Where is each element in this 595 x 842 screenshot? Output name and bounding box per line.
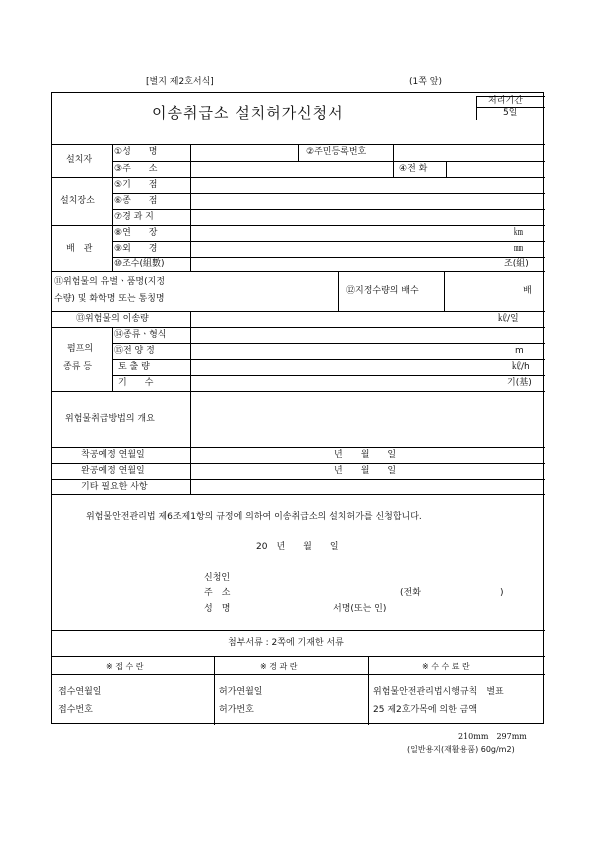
installer-group-label: 설치자: [66, 155, 93, 165]
page-side: (1쪽 앞): [409, 77, 442, 87]
application-form: [51, 92, 544, 724]
form-number: [별지 제2호서식]: [146, 77, 214, 87]
receipt-date-label: 접수연월일: [58, 687, 102, 697]
pump-head-label: ⑮전 양 정: [114, 346, 155, 356]
application-date: 20 년 월 일: [256, 542, 339, 552]
sets-unit: 조(組): [504, 259, 529, 269]
phone-label: ④전 화: [399, 164, 428, 174]
applicant-phone-label: (전화: [400, 588, 421, 598]
processing-period-label: 처리기간: [488, 96, 523, 106]
quantity-ratio-label: ⑫지정수량의 배수: [346, 286, 419, 296]
fee-text-line2: 25 제2호가목에 의한 금액: [373, 705, 478, 715]
other-matters-label: 기타 필요한 사항: [81, 482, 148, 492]
completion-label: 완공예정 연월일: [81, 466, 145, 476]
form-title: 이송취급소 설치허가신청서: [152, 104, 344, 122]
start-point-label: ⑤기 점: [114, 180, 158, 190]
via-point-label: ⑦경 과 지: [114, 212, 154, 222]
signature-label: 서명(또는 인): [333, 604, 387, 614]
pump-kind-label: ⑭종류ㆍ형식: [114, 330, 167, 340]
pump-count-unit: 기(基): [507, 378, 532, 388]
applicant-label: 신청인: [204, 573, 231, 583]
permit-date-label: 허가연월일: [219, 687, 263, 697]
location-group-label: 설치장소: [60, 196, 95, 206]
length-unit: ㎞: [514, 228, 524, 238]
receipt-number-label: 접수번호: [58, 705, 93, 715]
diameter-unit: ㎜: [514, 244, 524, 254]
pump-head-unit: m: [515, 346, 524, 356]
process-header: ※ 경 과 란: [260, 662, 298, 671]
construction-start-date: 년 월 일: [334, 450, 397, 460]
pump-discharge-label: 토 출 량: [118, 362, 150, 372]
pump-discharge-unit: ㎘/h: [512, 362, 530, 372]
piping-group-label: 배 관: [66, 244, 93, 254]
fee-text-line1: 위험물안전관리법시행규칙 별표: [373, 687, 504, 697]
address-label: ③주 소: [114, 164, 158, 174]
end-point-label: ⑥종 점: [114, 196, 158, 206]
receipt-header: ※ 접 수 란: [106, 662, 144, 671]
construction-start-label: 착공예정 연월일: [81, 450, 145, 460]
pump-count-label: 기 수: [118, 378, 154, 388]
applicant-address-label: 주 소: [204, 588, 231, 598]
sets-label: ⑩조수(組數): [114, 259, 165, 269]
completion-date: 년 월 일: [334, 466, 397, 476]
hazmat-type-label-2: 수량) 및 화학명 또는 통칭명: [54, 294, 165, 304]
applicant-name-label: 성 명: [204, 604, 231, 614]
attachments-note: 첨부서류 : 2쪽에 기재한 서류: [228, 638, 344, 648]
name-label: ①성 명: [114, 147, 158, 157]
resident-number-label: ②주민등록번호: [306, 147, 367, 157]
permit-number-label: 허가번호: [219, 705, 254, 715]
paper-type: (일반용지(재활용품) 60g/m2): [407, 745, 515, 754]
application-statement: 위험물안전관리법 제6조제1항의 규정에 의하여 이송취급소의 설치허가를 신청합니다.: [86, 512, 422, 522]
fee-header: ※ 수 수 료 란: [422, 662, 470, 671]
pump-group-label-1: 펌프의: [67, 344, 94, 354]
paper-size: 210mm 297mm: [458, 732, 527, 741]
hazmat-type-label-1: ⑪위험물의 유별ㆍ품명(지정: [54, 277, 166, 287]
transfer-amount-unit: ㎘/일: [498, 314, 519, 324]
diameter-label: ⑨외 경: [114, 244, 158, 254]
pump-group-label-2: 종류 등: [63, 362, 92, 372]
transfer-amount-label: ⑬위험물의 이송량: [76, 314, 149, 324]
length-label: ⑧연 장: [114, 228, 158, 238]
applicant-phone-close: ): [500, 588, 504, 598]
processing-period-value: 5일: [503, 108, 518, 118]
quantity-ratio-unit: 배: [523, 286, 532, 296]
handling-method-label: 위험물취급방법의 개요: [65, 414, 155, 424]
